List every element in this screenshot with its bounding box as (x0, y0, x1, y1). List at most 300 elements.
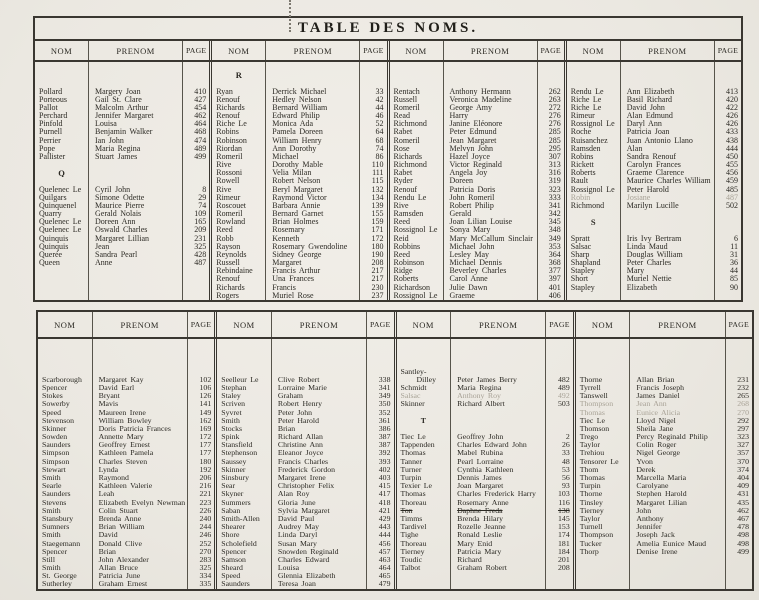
table-group (38, 339, 214, 589)
table-group (394, 339, 573, 589)
nom-cell: Talbot (400, 564, 421, 573)
prenom-cell: Maurice Pierre (95, 201, 145, 210)
nom-cell: Still (42, 555, 56, 564)
page-cell: 263 (548, 95, 561, 104)
nom-cell: Thompson (579, 531, 614, 540)
table-group (209, 62, 386, 300)
nom-cell: Ramsden (570, 144, 601, 153)
blank-cell (89, 71, 182, 79)
prenom-cell: Ronald Leslie (457, 531, 503, 540)
prenom-cell: Cyril John (95, 185, 131, 194)
prenom-cell: Nigel George (636, 449, 680, 458)
page-cell: 489 (194, 144, 207, 153)
page-cell: 292 (737, 416, 749, 425)
page-cell: 26 (561, 441, 570, 450)
page-cell: 231 (194, 234, 207, 243)
nom-cell: Seelleur Le (221, 375, 259, 384)
nom-cell: Salsac (570, 242, 592, 251)
page-cell: 276 (548, 120, 561, 129)
prenom-cell: Brenda Anne (98, 514, 142, 523)
prenom-cell: Bernard Garnet (272, 210, 324, 219)
blank-cell (89, 169, 182, 177)
blank-cell (188, 368, 214, 376)
nom-cell: Timms (400, 514, 423, 523)
nom-cell: Ryder (393, 177, 413, 186)
blank-cell (715, 71, 741, 79)
prenom-cell: William Bowley (98, 416, 152, 425)
nom-cell: Rossignol Le (393, 291, 438, 300)
nom-cell: Smith (42, 531, 61, 540)
nom-cell: Simpson (42, 449, 70, 458)
nom-cell: Robinson (393, 259, 425, 268)
blank-cell (38, 359, 92, 367)
blank-cell (621, 71, 714, 79)
column-header-page: PAGE (540, 46, 561, 55)
page-cell: 349 (378, 392, 391, 401)
prenom-cell: Alan (626, 144, 643, 153)
column-header-nom: NOM (567, 41, 621, 60)
blank-cell (217, 368, 271, 376)
nom-cell: Thom (579, 465, 599, 474)
nom-cell: Roscouet (216, 201, 247, 210)
nom-cell: Speed (42, 408, 62, 417)
prenom-cell: Colin Roger (636, 441, 677, 450)
nom-cell: Ryan (216, 87, 233, 96)
nom-cell: Quarry (39, 210, 62, 219)
prenom-cell: Teresa Joan (277, 580, 316, 589)
blank-cell (621, 63, 714, 71)
nom-cell: Saban (221, 506, 241, 515)
section-letter: T (420, 416, 426, 425)
nom-cell: Tardivel (400, 523, 427, 532)
nom-cell: Quinquis (39, 242, 69, 251)
prenom-cell: Graham Ernest (98, 580, 148, 589)
page-cell: 181 (558, 539, 570, 548)
page-cell: 499 (737, 547, 749, 556)
page-cell: 285 (548, 136, 561, 145)
prenom-cell: Richard Allan (277, 433, 323, 442)
page-cell: 323 (737, 433, 749, 442)
blank-cell (726, 343, 752, 351)
prenom-cell: Daryl Ann (626, 120, 662, 129)
prenom-cell: William Henry (272, 136, 322, 145)
nom-cell: Romeril (216, 210, 243, 219)
page-cell: 8 (202, 185, 207, 194)
prenom-cell: John (636, 506, 652, 515)
blank-cell (538, 79, 564, 87)
page-cell: 52 (375, 120, 384, 129)
page-cell: 184 (558, 547, 570, 556)
column-header-prenom: PRENOM (451, 312, 546, 337)
page-cell: 132 (371, 185, 384, 194)
prenom-cell: Carol Anne (449, 275, 488, 284)
nom-cell: Tinsley (579, 498, 603, 507)
page-cell: 361 (378, 416, 391, 425)
nom-cell: Shapland (570, 259, 601, 268)
prenom-cell: David (98, 531, 118, 540)
prenom-cell: Benjamin Walker (95, 128, 153, 137)
blank-cell (726, 359, 752, 367)
prenom-cell: Bernard William (272, 103, 328, 112)
page-cell: 386 (378, 424, 391, 433)
nom-cell: Renouf (216, 112, 240, 121)
blank-cell (726, 368, 752, 376)
nom-cell: Stephan (221, 383, 247, 392)
blank-cell (183, 79, 209, 87)
page-cell: 421 (378, 506, 391, 515)
page-cell: 444 (725, 144, 738, 153)
nom-cell: St. George (42, 572, 77, 581)
prenom-cell: Geoffrey John (457, 433, 504, 442)
prenom-cell: Clive Robert (277, 375, 320, 384)
blank-cell (93, 368, 187, 376)
header-group (35, 41, 209, 60)
nom-cell: Sharp (570, 250, 590, 259)
page-cell: 456 (725, 169, 738, 178)
blank-cell (630, 359, 724, 367)
column-header-prenom: PRENOM (621, 41, 715, 60)
prenom-cell: Linda Daryl (277, 531, 318, 540)
page-cell: 201 (558, 555, 570, 564)
page-column (538, 62, 564, 300)
nom-cell: Rossoni (216, 169, 243, 178)
nom-cell: Read (393, 112, 410, 121)
prenom-cell: Yvon (636, 457, 653, 466)
header-group (573, 312, 752, 337)
page-cell: 237 (371, 291, 384, 300)
blank-cell (444, 71, 537, 79)
blank-cell (188, 359, 214, 367)
nom-cell: Quelenec Le (39, 218, 82, 227)
prenom-cell: Stuart James (95, 152, 138, 161)
nom-cell: Thorp (579, 547, 599, 556)
page-cell: 474 (194, 136, 207, 145)
prenom-cell: Margaret Lilian (636, 498, 687, 507)
nom-cell: Robins (570, 152, 594, 161)
nom-cell: Short (570, 275, 589, 284)
page-cell: 409 (737, 482, 749, 491)
nom-cell: Rossignol Le (393, 226, 438, 235)
prenom-cell: Doris Patricia Frances (98, 424, 171, 433)
blank-cell (397, 351, 451, 359)
blank-cell (35, 79, 88, 87)
nom-cell: Taylor (579, 441, 600, 450)
blank-cell (217, 359, 271, 367)
page-cell: 265 (737, 392, 749, 401)
blank-cell (451, 425, 545, 433)
nom-cell: Stapley (570, 283, 595, 292)
nom-cell: Rowland (216, 218, 246, 227)
column-header-nom: NOM (212, 41, 266, 60)
nom-cell: Smith (221, 416, 240, 425)
page-cell: 417 (378, 490, 391, 499)
nom-cell: Robinson (216, 136, 247, 145)
nom-cell: Thompson (579, 400, 614, 409)
column-header-prenom: PRENOM (266, 41, 360, 60)
nom-cell: Saunders (42, 441, 71, 450)
nom-column (397, 339, 452, 589)
nom-cell: Rive (216, 185, 232, 194)
page-cell: 420 (725, 95, 738, 104)
prenom-cell: Amelia Eunice Maud (636, 539, 707, 548)
prenom-cell: Eunice Alicia (636, 408, 681, 417)
prenom-cell: Robert Henry (277, 400, 323, 409)
prenom-cell: Mary Enid (457, 539, 493, 548)
page-cell: 283 (199, 555, 212, 564)
page-cell: 402 (378, 465, 391, 474)
page-cell: 11 (730, 242, 738, 251)
table-group (214, 339, 393, 589)
nom-cell: Skinner (221, 465, 246, 474)
page-cell: 498 (737, 539, 749, 548)
page-cell: 33 (375, 87, 384, 96)
nom-cell: Spencer (221, 547, 247, 556)
nom-cell: Porteous (39, 95, 67, 104)
prenom-cell: Peter Harold (277, 416, 319, 425)
blank-cell (576, 359, 630, 367)
nom-column (35, 62, 89, 300)
page-cell: 180 (199, 457, 212, 466)
prenom-cell: Margery Joan (95, 87, 141, 96)
page-cell: 141 (199, 400, 212, 409)
prenom-cell: Maria Regina (457, 383, 502, 392)
header-group (209, 41, 386, 60)
prenom-cell: Gloria June (277, 498, 316, 507)
prenom-cell: Maria Regina (95, 144, 141, 153)
blank-cell (576, 368, 630, 376)
nom-cell: Skyner (221, 490, 244, 499)
page-column (360, 62, 386, 300)
nom-cell: Summers (221, 498, 251, 507)
page-cell: 53 (561, 465, 570, 474)
page-cell: 68 (375, 136, 384, 145)
table-group (564, 62, 741, 300)
prenom-cell: Margaret Lillian (95, 234, 150, 243)
nom-cell: Riche Le (570, 95, 602, 104)
prenom-cell: Dorothy Mable (272, 161, 323, 170)
nom-cell: Tappenden (400, 441, 435, 450)
column-header-page: PAGE (549, 320, 570, 329)
nom-cell: Stocks (221, 424, 243, 433)
page-cell: 231 (737, 375, 749, 384)
prenom-cell: Elizabeth Evelyn Newman (98, 498, 186, 507)
prenom-cell: Joan Margaret (457, 482, 504, 491)
page-cell: 169 (199, 424, 212, 433)
blank-cell (567, 226, 620, 234)
nom-cell: Stephenson (221, 449, 258, 458)
page-cell: 403 (378, 474, 391, 482)
page-cell: 6 (733, 234, 738, 243)
nom-cell: Pinfold (39, 120, 63, 129)
nom-cell: Renouf (216, 275, 240, 284)
prenom-cell: Peter John (277, 408, 313, 417)
nom-cell: Pallister (39, 152, 66, 161)
nom-cell: Thomas (400, 490, 426, 499)
prenom-cell: Michael John (449, 242, 495, 251)
column-header-prenom: PRENOM (630, 312, 725, 337)
prenom-cell: Hedley Nelson (272, 95, 322, 104)
page-cell: 352 (378, 408, 391, 417)
page-cell: 155 (371, 210, 384, 219)
nom-cell: Scholefield (221, 539, 257, 548)
nom-cell: Riche Le (570, 103, 602, 112)
page-cell: 341 (378, 383, 391, 392)
nom-cell: Spink (221, 433, 240, 442)
nom-cell: Renouf (216, 95, 240, 104)
prenom-cell: Linda Maud (626, 242, 668, 251)
prenom-cell: Francis Charles (277, 457, 329, 466)
page-cell: 313 (548, 161, 561, 170)
prenom-cell: Hazel Joyce (449, 152, 490, 161)
page-column (546, 339, 572, 589)
blank-cell (390, 79, 443, 87)
page-cell: 444 (378, 531, 391, 540)
nom-cell: Trego (579, 433, 599, 442)
page-cell: 333 (548, 193, 561, 202)
prenom-cell: Patricia Doris (449, 185, 496, 194)
column-header-nom: NOM (397, 312, 452, 337)
prenom-cell: Anthony Hermann (449, 87, 511, 96)
nom-cell: Richards (216, 283, 245, 292)
names-table-top (33, 16, 743, 302)
blank-cell (35, 63, 88, 71)
blank-cell (272, 351, 366, 359)
page-cell: 29 (198, 193, 207, 202)
page-cell: 335 (199, 580, 212, 589)
nom-cell: Roche (570, 128, 592, 137)
page-cell: 145 (558, 514, 570, 523)
page-cell: 404 (737, 474, 749, 482)
page-cell: 276 (548, 112, 561, 121)
prenom-cell: Michael (272, 152, 299, 161)
blank-cell (89, 161, 182, 169)
nom-cell: Ramsden (393, 210, 424, 219)
page-cell: 341 (548, 201, 561, 210)
header-group (387, 41, 564, 60)
page-cell: 252 (199, 539, 212, 548)
page-cell: 349 (548, 234, 561, 243)
nom-cell: Spratt (570, 234, 590, 243)
nom-cell: Staley (221, 392, 241, 401)
page-cell: 307 (548, 152, 561, 161)
page-cell: 106 (199, 383, 212, 392)
prenom-cell: Rosemary (272, 226, 305, 235)
prenom-cell: Kenneth (272, 234, 300, 243)
page-cell: 393 (378, 457, 391, 466)
nom-column (576, 339, 631, 589)
page-cell: 46 (375, 112, 384, 121)
prenom-cell: Allan Brian (636, 375, 675, 384)
prenom-cell: Charles Edward (277, 555, 330, 564)
prenom-cell: Malcolm Arthur (95, 103, 149, 112)
prenom-cell: Susan Mary (277, 539, 317, 548)
nom-cell: Sumners (42, 523, 70, 532)
page-cell: 109 (194, 210, 207, 219)
nom-cell: Rimeur (216, 193, 241, 202)
prenom-cell: James Daniel (636, 392, 680, 401)
prenom-column (630, 339, 725, 589)
nom-cell: Schmidt (400, 383, 427, 392)
page-cell: 503 (558, 400, 570, 409)
prenom-cell: Francis (272, 283, 296, 292)
blank-cell (35, 161, 88, 169)
nom-cell: Richardson (393, 283, 430, 292)
prenom-cell: Patricia Joan (626, 128, 670, 137)
blank-cell (266, 71, 359, 79)
nom-cell: Tanswell (579, 392, 608, 401)
prenom-cell: David Paul (277, 514, 315, 523)
nom-cell: Thoreau (400, 498, 427, 507)
nom-cell: Thorne (579, 375, 603, 384)
nom-cell: Samson (221, 555, 246, 564)
nom-cell: Spencer (42, 547, 68, 556)
prenom-cell: Cynthia Kathleen (457, 465, 514, 474)
prenom-cell: Charles Edward John (457, 441, 527, 450)
prenom-cell: Angela Joy (449, 169, 488, 178)
page-cell: 364 (548, 250, 561, 259)
blank-cell (451, 368, 545, 376)
blank-cell (451, 409, 545, 417)
nom-cell: Stevenson (42, 416, 75, 425)
prenom-cell: Allan Bruce (98, 564, 139, 573)
nom-cell: Richards (393, 152, 422, 161)
page-cell: 111 (372, 169, 384, 178)
header-group (564, 41, 741, 60)
page-cell: 462 (737, 506, 749, 515)
page-cell: 102 (199, 375, 212, 384)
prenom-cell: Gerald (449, 210, 472, 219)
blank-cell (183, 177, 209, 185)
page-cell: 208 (558, 564, 570, 573)
page-cell: 498 (737, 531, 749, 540)
prenom-cell: Derrick Michael (272, 87, 327, 96)
prenom-column (272, 339, 367, 589)
page-column (726, 339, 752, 589)
nom-cell: Ridge (393, 267, 413, 276)
prenom-cell: Colin Stuart (98, 506, 139, 515)
nom-column (390, 62, 444, 300)
page-cell: 31 (729, 250, 738, 259)
prenom-column (444, 62, 538, 300)
nom-cell: Rossignol Le (570, 185, 615, 194)
prenom-cell: Ann Elizabeth (626, 87, 675, 96)
nom-cell: Rendu Le (393, 193, 427, 202)
nom-cell: Sutherley (42, 580, 72, 589)
nom-cell: Reynolds (216, 250, 247, 259)
prenom-cell: Denise Irene (636, 547, 678, 556)
prenom-cell: Muriel Rose (272, 291, 314, 300)
blank-cell (538, 71, 564, 79)
prenom-cell: Monica Ada (272, 120, 314, 129)
nom-cell: Rive (393, 201, 409, 210)
page-cell: 90 (729, 283, 738, 292)
nom-column (217, 339, 272, 589)
prenom-cell: Jennifer Margaret (95, 112, 154, 121)
prenom-cell: Sandra Pearl (95, 250, 138, 259)
prenom-cell: Glennia Elizabeth (277, 572, 336, 581)
prenom-cell: Douglas William (626, 250, 683, 259)
nom-cell: Robbins (393, 242, 421, 251)
page-cell: 397 (548, 275, 561, 284)
nom-cell: Santley- (400, 367, 427, 376)
page-cell: 478 (737, 523, 749, 532)
nom-cell: Tanner (400, 457, 423, 466)
nom-cell: Shearer (221, 523, 246, 532)
prenom-cell: Gerald Nolais (95, 210, 142, 219)
page-cell: 223 (199, 498, 212, 507)
page-cell: 455 (725, 161, 738, 170)
prenom-column (93, 339, 188, 589)
